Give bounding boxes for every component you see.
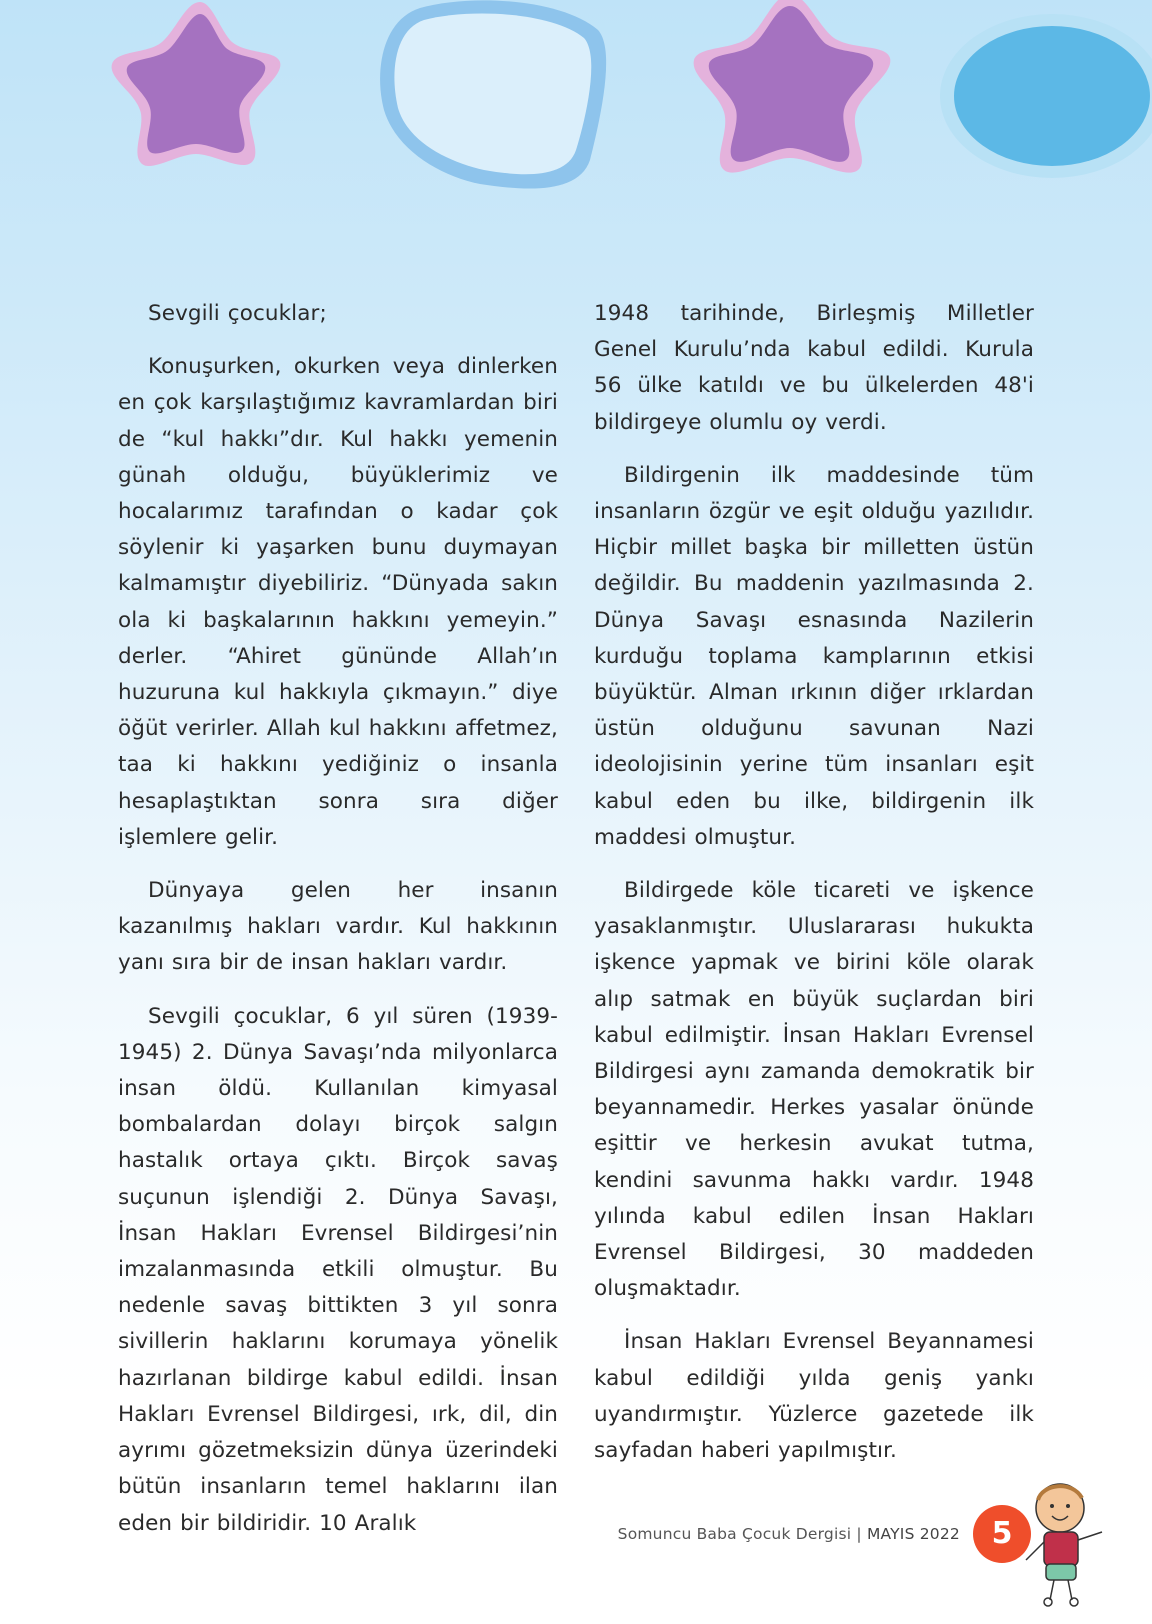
greeting: Sevgili çocuklar; [148, 301, 327, 326]
footer [600, 1525, 960, 1543]
header-decoration [0, 0, 1152, 200]
kid-mascot-icon [1022, 1478, 1132, 1608]
right-column [594, 296, 1034, 1486]
paragraph: Bildirgede köle ticareti ve işkence yasaklanmıştır. Uluslararası hukukta işkence yapmak ve birini köle olarak alıp satmak en büyük suçlardan biri kabul edilmiştir. İnsan Hakları Evrensel Bildirgesi aynı zamanda demokratik bir beyannamedir. Herkes yasalar önünde eşittir ve herkesin avukat tutma, kendini savunma hakkı vardır. 1948 yılında kabul edilen İnsan Hakları Evrensel Bildirgesi, 30 maddeden oluşmaktadır. [594, 878, 1034, 1302]
star-icon [112, 2, 281, 166]
paragraph: Bildirgenin ilk maddesinde tüm insanların özgür ve eşit olduğu yazılıdır. Hiçbir millet başka bir milletten üstün değildir. Bu maddenin yazılmasında 2. Dünya Savaşı esnasında Nazilerin kurduğu toplama kamplarının etkisi büyüktür. Alman ırkının diğer ırklardan üstün olduğunu savunan Nazi ideolojisinin yerine tüm insanları eşit kabul eden bu ilke, bildirgenin ilk maddesi olmuştur. [594, 462, 1034, 850]
page-number: 5 [973, 1505, 1031, 1563]
paragraph: Dünyaya gelen her insanın kazanılmış hakları vardır. Kul hakkının yanı sıra bir de insan hakları vardır. [118, 878, 558, 976]
left-column [118, 296, 558, 1559]
magazine-name: Somuncu Baba Çocuk Dergisi [617, 1525, 852, 1543]
pool-round-icon [940, 14, 1152, 178]
paragraph: İnsan Hakları Evrensel Beyannamesi kabul edildiği yılda geniş yankı uyandırmıştır. Yüzlerce gazetede ilk sayfadan haberi yapılmıştır. [594, 1329, 1034, 1464]
issue-date: MAYIS 2022 [866, 1525, 960, 1543]
paragraph: 1948 tarihinde, Birleşmiş Milletler Genel Kurulu’nda kabul edildi. Kurula 56 ülke katıldı ve bu ülkelerden 48'i bildirgeye olumlu oy verdi. [594, 301, 1034, 435]
pool-square-icon [380, 0, 606, 188]
star-icon [694, 0, 891, 173]
paragraph: Konuşurken, okurken veya dinlerken en çok karşılaştığımız kavramlardan biri de “kul hakkı”dır. Kul hakkı yemenin günah olduğu, büyüklerimiz ve hocalarımız tarafından o kadar çok söylenir ki yaşarken bunu duymayan kalmamıştır diyebiliriz. “Dünyada sakın ola ki başkalarının hakkını yemeyin.” derler. “Ahiret gününde Allah’ın huzuruna kul hakkıyla çıkmayın.” diye öğüt verirler. Allah kul hakkını affetmez, taa ki hakkını yediğiniz o insanla hesaplaştıktan sonra sıra diğer işlemlere gelir. [118, 354, 558, 850]
paragraph: Sevgili çocuklar, 6 yıl süren (1939-1945) 2. Dünya Savaşı’nda milyonlarca insan öldü. Kullanılan kimyasal bombalardan dolayı birçok salgın hastalık ortaya çıktı. Birçok savaş suçunun işlendiği 2. Dünya Savaşı, İnsan Hakları Evrensel Bildirgesi’nin imzalanmasında etkili olmuştur. Bu nedenle savaş bittikten 3 yıl sonra sivillerin haklarını korumaya yönelik hazırlanan bildirge kabul edildi. İnsan Hakları Evrensel Bildirgesi, ırk, dil, din ayrımı gözetmeksizin dünya üzerindeki bütün insanların temel haklarını ilan eden bir bildiridir. 10 Aralık [118, 1003, 558, 1536]
footer-separator: | [856, 1525, 862, 1543]
